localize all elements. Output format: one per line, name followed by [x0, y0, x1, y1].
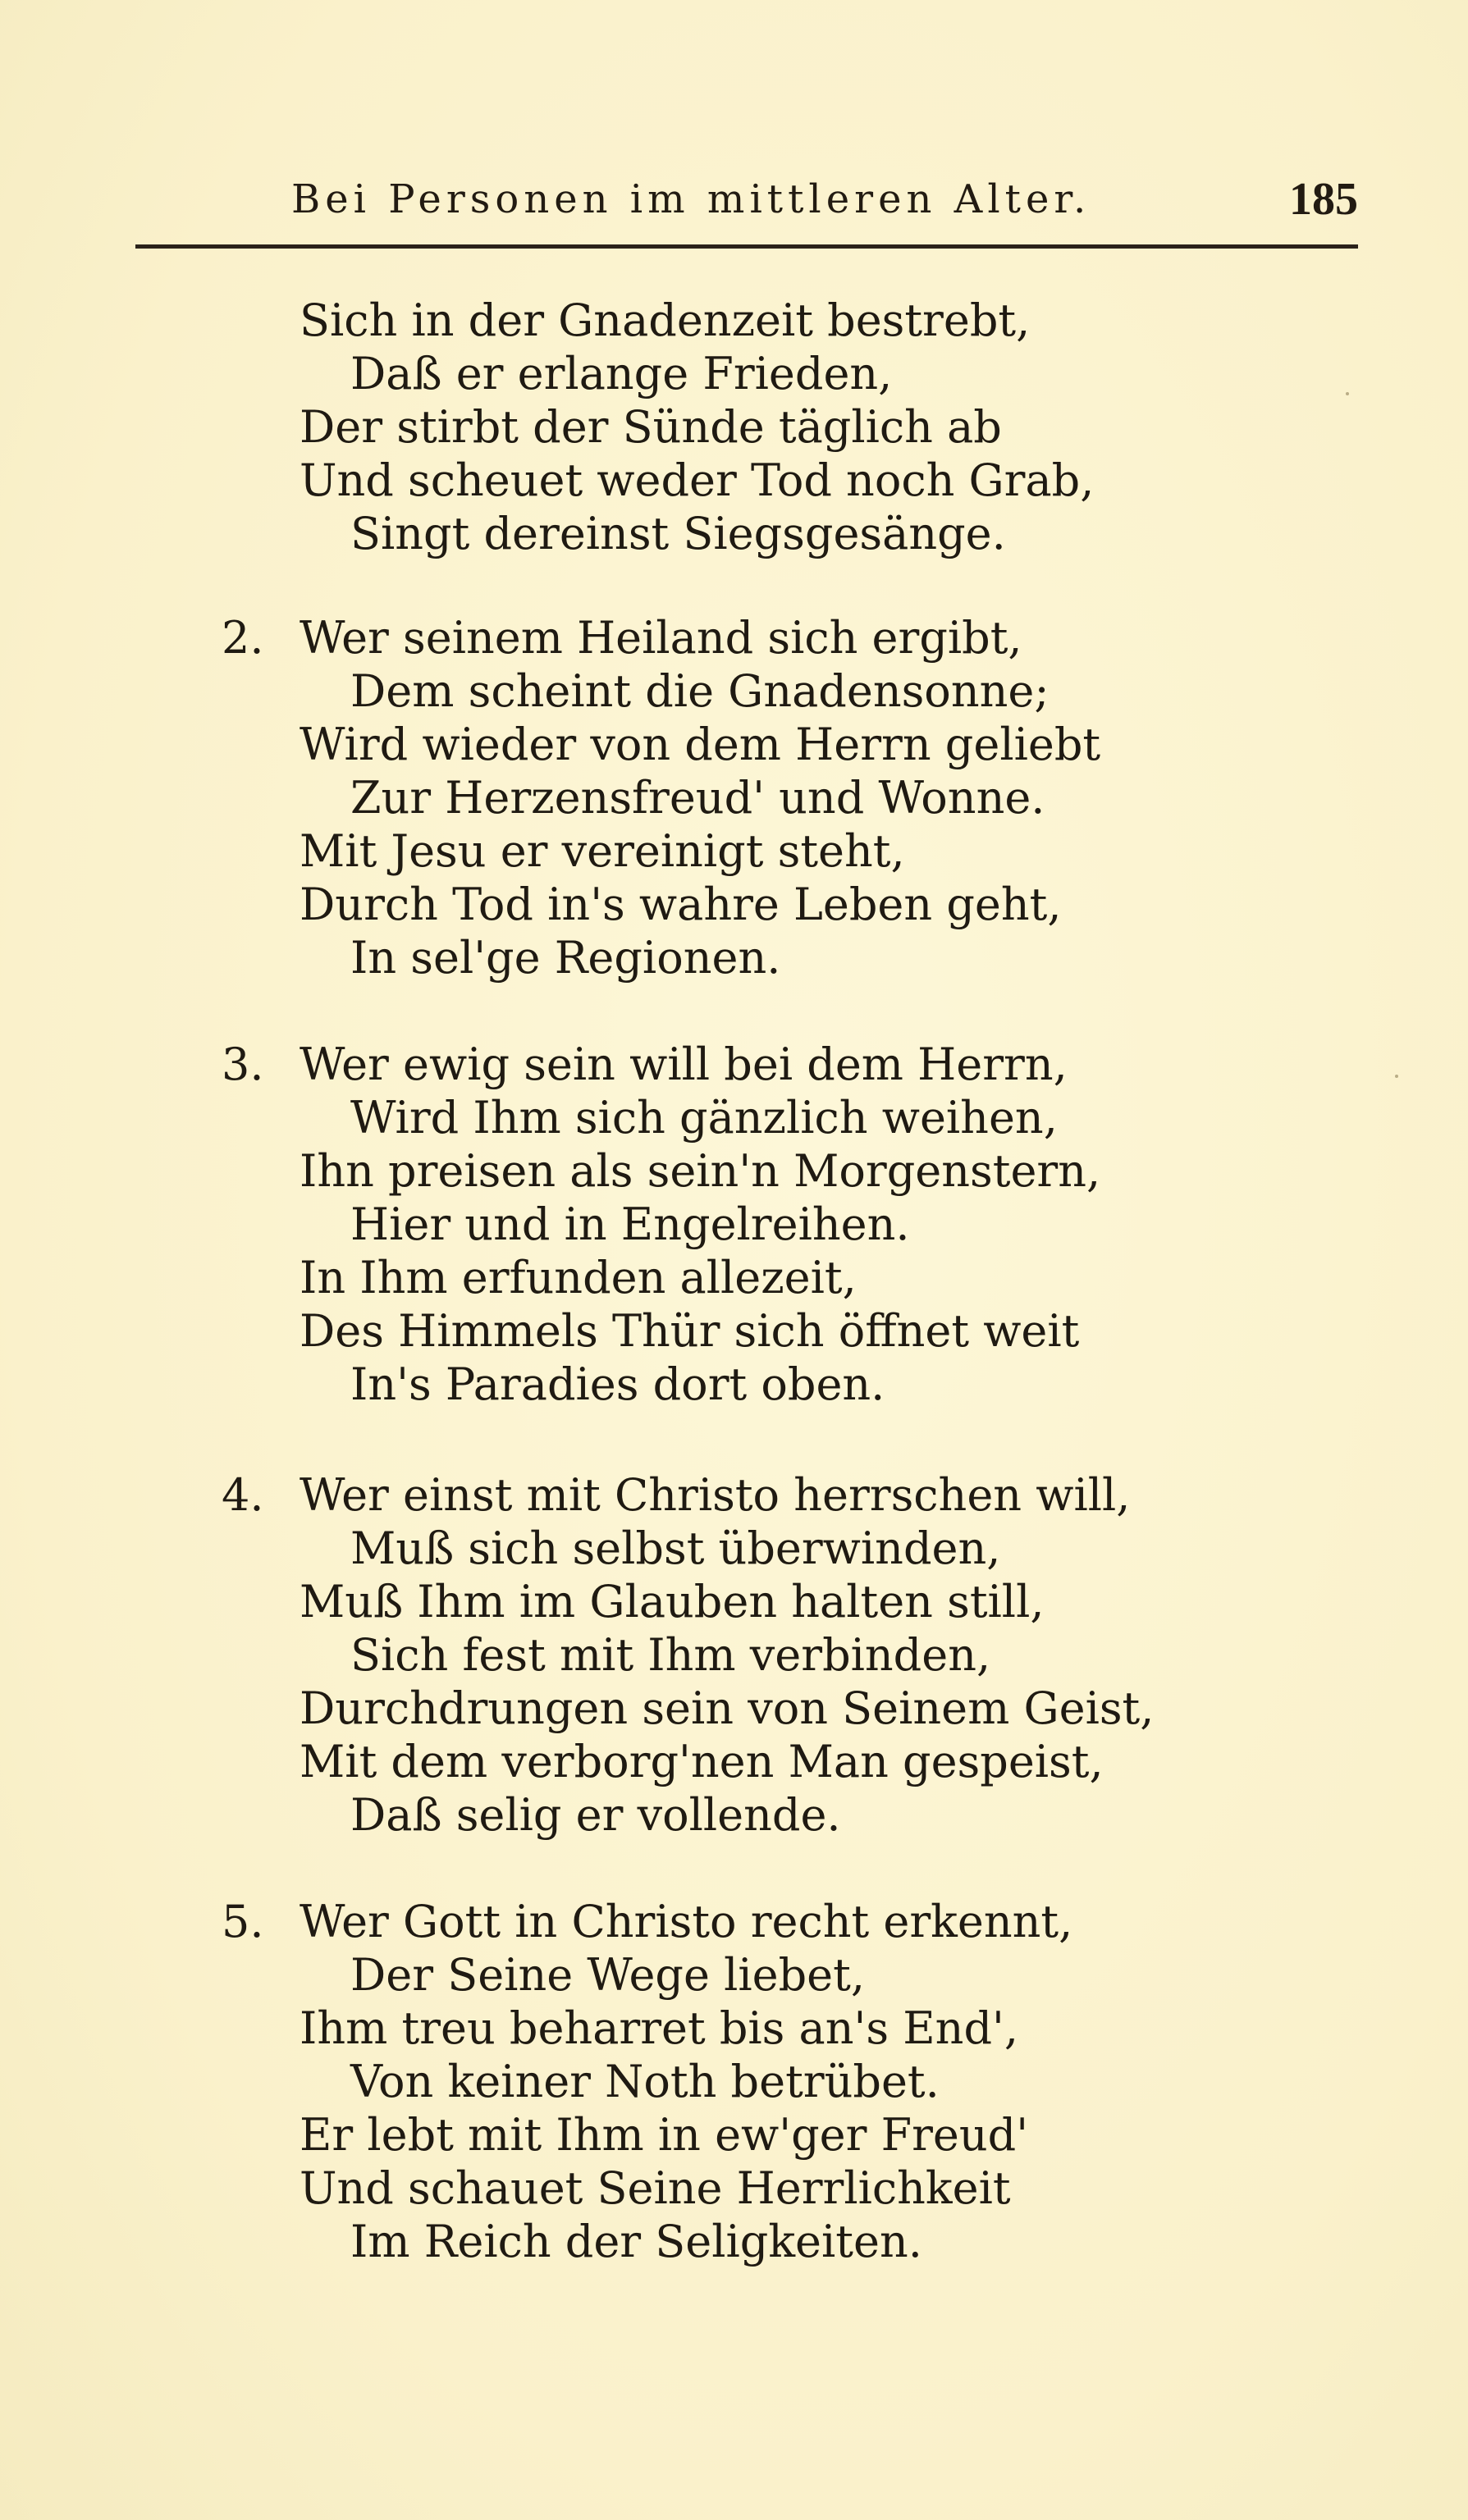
verse-1 — [222, 294, 1288, 560]
verse-line: Dem scheint die Gnadensonne; — [350, 665, 1050, 717]
verse-line: Muß sich selbst überwinden, — [350, 1522, 1001, 1574]
verse-4 — [222, 1468, 1288, 1842]
verse-line: Und schauet Seine Herrlichkeit — [300, 2162, 1011, 2214]
verse-number: 3. — [222, 1039, 264, 1090]
verse-lines — [300, 1468, 1288, 1842]
verse-lines — [300, 1895, 1288, 2268]
verse-line: Im Reich der Seligkeiten. — [350, 2216, 922, 2267]
verse-line: Hier und in Engelreihen. — [350, 1198, 910, 1250]
header-rule — [135, 244, 1358, 249]
verse-line: Ihm treu beharret bis an's End', — [300, 2002, 1019, 2054]
verse-line: Daß selig er vollende. — [350, 1789, 841, 1841]
verse-number: 5. — [222, 1896, 264, 1947]
verse-line: In's Paradies dort oben. — [350, 1358, 885, 1410]
verse-line: Singt dereinst Siegsgesänge. — [350, 508, 1006, 559]
verse-lines — [300, 1038, 1288, 1411]
verse-line: Durchdrungen sein von Seinem Geist, — [300, 1682, 1155, 1734]
verse-line: Sich fest mit Ihm verbinden, — [350, 1629, 991, 1681]
verse-number: 4. — [222, 1469, 264, 1521]
verse-3 — [222, 1038, 1288, 1411]
verse-lines — [300, 611, 1288, 984]
verse-2 — [222, 611, 1288, 984]
verse-line: Muß Ihm im Glauben halten still, — [300, 1576, 1045, 1628]
verse-line: Von keiner Noth betrübet. — [350, 2056, 940, 2107]
verse-line: In sel'ge Regionen. — [350, 932, 781, 984]
print-speck — [1346, 392, 1349, 395]
verse-line: Wer ewig sein will bei dem Herrn, — [300, 1039, 1068, 1090]
verse-lines — [300, 294, 1288, 560]
verse-line: Der stirbt der Sünde täglich ab — [300, 401, 1002, 453]
verse-line: In Ihm erfunden allezeit, — [300, 1252, 857, 1303]
verse-line: Daß er erlange Frieden, — [350, 348, 893, 399]
verse-line: Mit dem verborg'nen Man gespeist, — [300, 1736, 1104, 1787]
verse-number: 2. — [222, 612, 264, 664]
verse-line: Wer einst mit Christo herrschen will, — [300, 1469, 1131, 1521]
page-number: 185 — [1289, 174, 1358, 225]
verse-line: Wird Ihm sich gänzlich weihen, — [350, 1092, 1058, 1144]
verse-line: Mit Jesu er vereinigt steht, — [300, 825, 905, 877]
verse-line: Und scheuet weder Tod noch Grab, — [300, 454, 1095, 506]
verse-line: Der Seine Wege liebet, — [350, 1949, 865, 2001]
verse-line: Zur Herzensfreud' und Wonne. — [350, 772, 1045, 824]
verse-line: Durch Tod in's wahre Leben geht, — [300, 879, 1062, 930]
verse-line: Wer seinem Heiland sich ergibt, — [300, 612, 1022, 664]
running-head: Bei Personen im mittleren Alter. — [291, 176, 1091, 222]
verse-line: Ihn preisen als sein'n Morgenstern, — [300, 1145, 1101, 1197]
verse-line: Sich in der Gnadenzeit bestrebt, — [300, 294, 1031, 346]
verse-line: Wer Gott in Christo recht erkennt, — [300, 1896, 1073, 1947]
page-header — [291, 176, 1358, 234]
print-speck — [1395, 1075, 1398, 1078]
verse-line: Des Himmels Thür sich öffnet weit — [300, 1305, 1080, 1357]
verse-line: Wird wieder von dem Herrn geliebt — [300, 719, 1101, 770]
verse-line: Er lebt mit Ihm in ew'ger Freud' — [300, 2109, 1029, 2161]
verse-5 — [222, 1895, 1288, 2268]
